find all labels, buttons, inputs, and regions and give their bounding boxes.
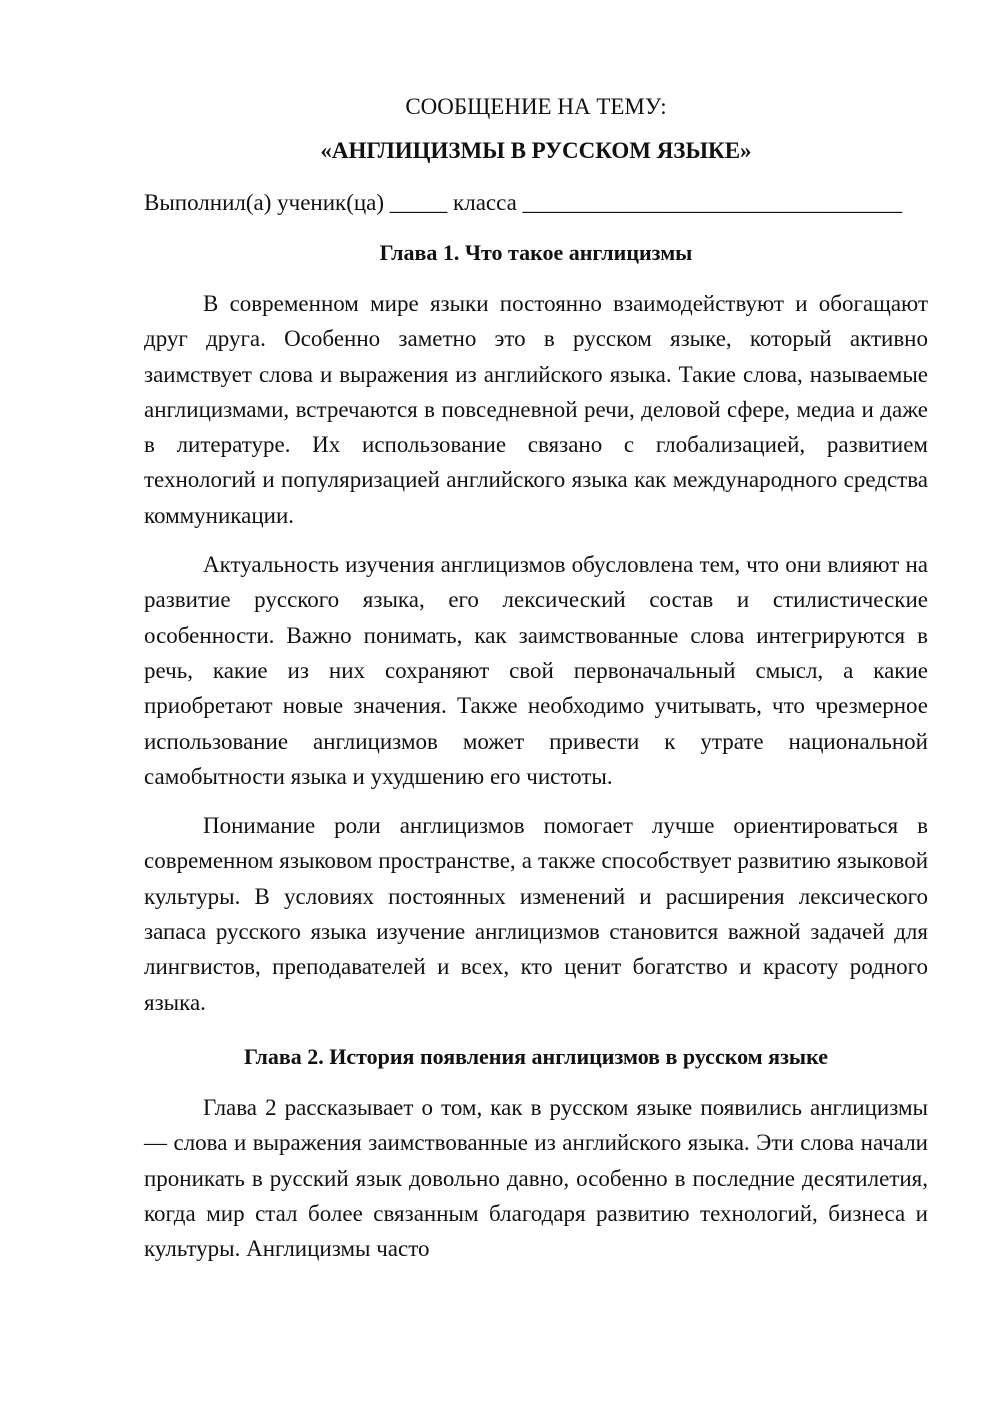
student-byline: Выполнил(а) ученик(ца) _____ класса _________________________________ [144, 190, 903, 215]
chapter-2-paragraph-1: Глава 2 рассказывает о том, как в русском языке появились англицизмы — слова и выражения заимствованные из английского языка. Эти слова начали проникать в русский язык довольно давно, особенно в последние десятилетия, когда мир стал более связанным благодаря развитию технологий, бизнеса и культуры. Англицизмы часто [144, 1094, 928, 1262]
chapter-1-heading: Глава 1. Что такое англицизмы [379, 240, 693, 265]
chapter-2 [144, 1042, 928, 1266]
document-title-line-2: «АНГЛИЦИЗМЫ В РУССКОМ ЯЗЫКЕ» [320, 138, 752, 163]
document-page [144, 92, 928, 1266]
chapter-1-paragraph-2: Актуальность изучения англицизмов обусловлена тем, что они влияют на развитие русского языка, его лексический состав и стилистические особенности. Важно понимать, как заимствованные слова интегрируются в речь, какие из них сохраняют свой первоначальный смысл, а какие приобретают новые значения. Также необходимо учитывать, что чрезмерное использование англицизмов может привести к утрате национальной самобытности языка и ухудшению его чистоты. [144, 552, 928, 789]
chapter-2-heading: Глава 2. История появления англицизмов в русском языке [244, 1043, 828, 1069]
chapter-1 [144, 238, 928, 1020]
document-title-line-1: СООБЩЕНИЕ НА ТЕМУ: [405, 94, 667, 119]
chapter-1-paragraph-3: Понимание роли англицизмов помогает лучше ориентироваться в современном языковом пространстве, а также способствует развитию языковой культуры. В условиях постоянных изменений и расширения лексического запаса русского языка изучение англицизмов становится важной задачей для лингвистов, преподавателей и всех, кто ценит богатство и красоту родного языка. [144, 813, 928, 1015]
chapter-1-paragraph-1: В современном мире языки постоянно взаимодействуют и обогащают друг друга. Особенно заметно это в русском языке, который активно заимствует слова и выражения из английского языка. Такие слова, называемые англицизмами, встречаются в повседневной речи, деловой сфере, медиа и даже в литературе. Их использование связано с глобализацией, развитием технологий и популяризацией английского языка как международного средства коммуникации. [144, 291, 928, 528]
